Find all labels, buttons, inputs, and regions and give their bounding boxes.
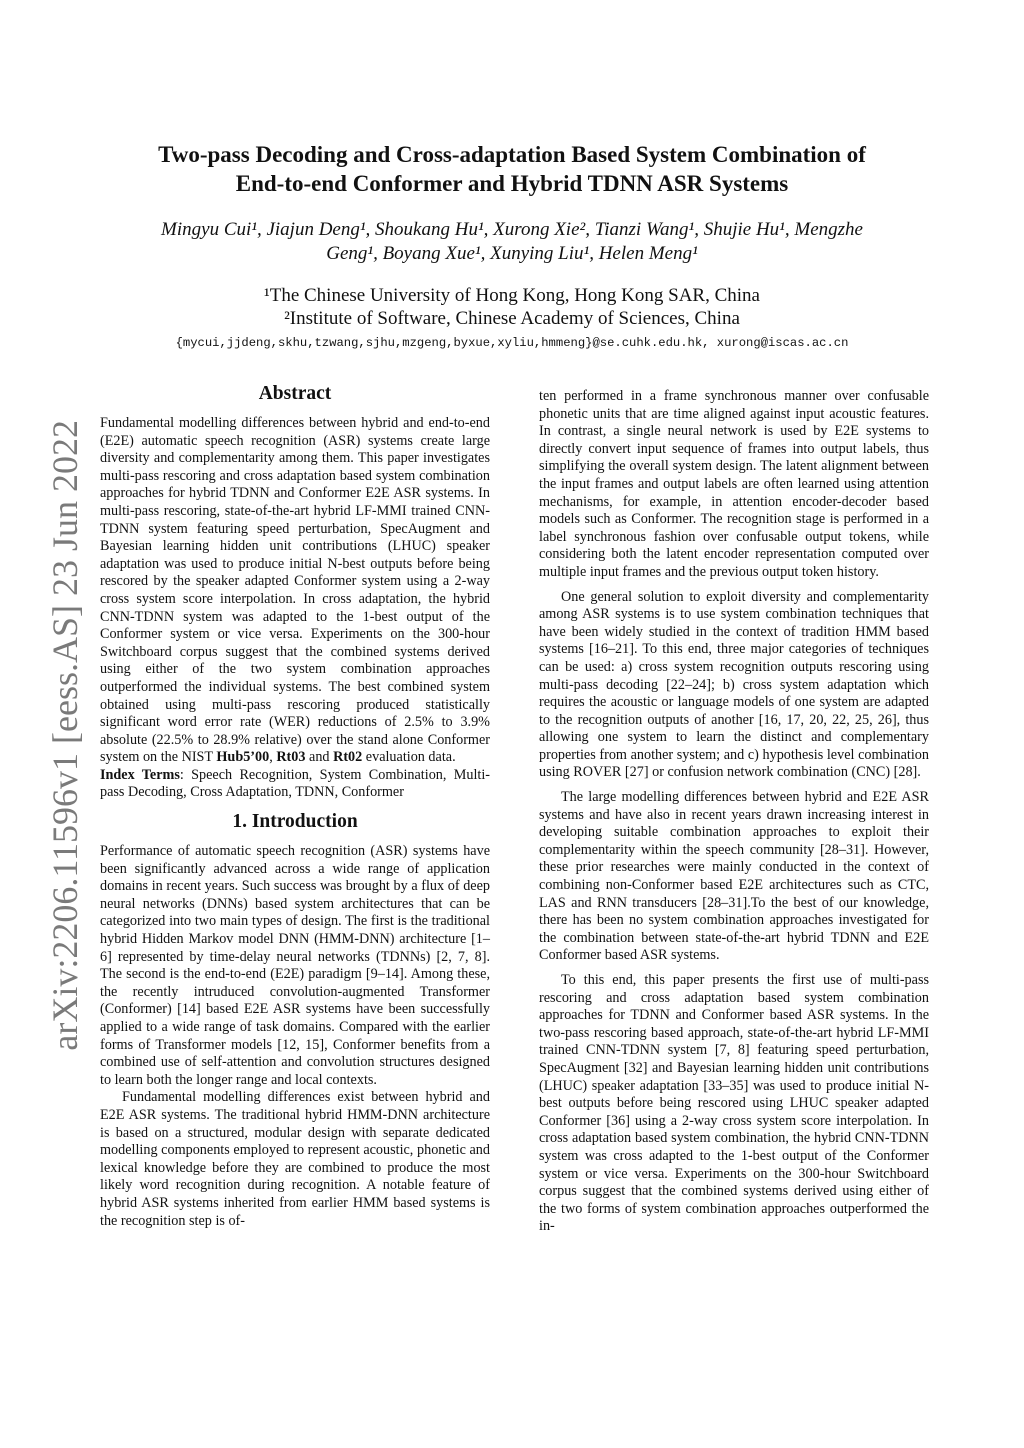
affiliation-2: ²Institute of Software, Chinese Academy of Sciences, China (284, 308, 740, 329)
abstract-separator: , (269, 749, 277, 766)
paper-title (80, 140, 944, 198)
abstract-and: and (305, 749, 334, 766)
right-paragraph-4: To this end, this paper presents the first use of multi-pass rescoring and cross adaptation based system combination approaches for TDNN and Conformer based ASR systems. In the two-pass rescoring based approach, state-of-the-art hybrid LF-MMI trained CNN-TDNN system [7, 8] featuring speed perturbation, SpecAugment [32] and Bayesian learning hidden unit contributions (LHUC) speaker adaptation [33–35] was used to produce initial N-best outputs before being rescored using LHUC speaker adapted Conformer [36] using a 2-way cross system score interpolation. In cross adaptation based system combination, the hybrid CNN-TDNN system was cross adapted to the 1-best output of the Conformer system or vice versa. Experiments on the 300-hour Switchboard corpus suggest that the combined systems derived using either of the two forms of system combination approaches outperformed the in- (539, 972, 929, 1235)
intro-paragraph-1: Performance of automatic speech recognition (ASR) systems have been significantly advanced across a wide range of application domains in recent years. Such success was brought by a flux of deep neural networks (DNNs) based system architectures that can be categorized into two main types of design. The first is the traditional hybrid Hidden Markov model DNN (HMM-DNN) architecture [1–6] represented by time-delay neural networks (TDNNs) [2, 7, 8]. The second is the end-to-end (E2E) paradigm [9–14]. Among these, the recently intruduced convolution-augmented Transformer (Conformer) [14] based E2E ASR systems have been successfully applied to a wide range of task domains. Compared with the earlier forms of Transformer models [12, 15], Conformer benefits from a combined use of self-attention and convolution structures designed to learn both the longer range and local contexts. (100, 843, 490, 1088)
abstract-body (100, 415, 490, 767)
authors-line-2: Geng¹, Boyang Xue¹, Xunying Liu¹, Helen Meng¹ (326, 243, 698, 264)
author-emails: {mycui,jjdeng,skhu,tzwang,sjhu,mzgeng,byxue,xyliu,hmmeng}@se.cuhk.edu.hk, xurong@iscas.ac.cn (175, 336, 849, 350)
index-terms-label: Index Terms (100, 766, 180, 783)
index-terms (100, 767, 490, 802)
abstract-tail: evaluation data. (362, 749, 456, 766)
dataset-rt02: Rt02 (333, 749, 363, 766)
author-list (100, 218, 924, 266)
left-column (100, 382, 490, 1230)
affiliation-1: ¹The Chinese University of Hong Kong, Hong Kong SAR, China (264, 285, 760, 306)
right-paragraph-3: The large modelling differences between hybrid and E2E ASR systems and have also in recent years drawn increasing interest in developing suitable combination approaches to exploit their complementarity within the speech community [28–31]. However, these prior researches were mainly conducted in the context of combining non-Conformer based E2E architectures such as CTC, LAS and RNN transducers [28–31].To the best of our knowledge, there has been no system combination approaches investigated for the combination between state-of-the-art hybrid TDNN and E2E Conformer based ASR systems. (539, 789, 929, 964)
title-line-2: End-to-end Conformer and Hybrid TDNN ASR Systems (235, 171, 789, 196)
abstract-text: Fundamental modelling differences between hybrid and end-to-end (E2E) automatic speech recognition (ASR) systems create large diversity and complementarity among them. This paper investigates multi-pass rescoring and cross adaptation based system combination approaches for hybrid TDNN and Conformer E2E ASR systems. In multi-pass rescoring, state-of-the-art hybrid LF-MMI trained CNN-TDNN system featuring speed perturbation, SpecAugment and Bayesian learning hidden unit contributions (LHUC) speaker adaptation was used to produce initial N-best outputs before being rescored by the speaker adapted Conformer system using a 2-way cross system score interpolation. In cross adaptation, the hybrid CNN-TDNN system was adapted to the 1-best output of the Conformer system or vice versa. Experiments on the 300-hour Switchboard corpus suggest that the combined systems derived using either of the two system combination approaches outperformed the individual systems. The best combined system obtained using multi-pass rescoring produced statistically significant word error rate (WER) reductions of 2.5% to 3.9% absolute (22.5% to 28.9% relative) over the stand alone Conformer system on the NIST (100, 415, 490, 766)
dataset-hub5: Hub5’00 (216, 749, 270, 766)
authors-line-1: Mingyu Cui¹, Jiajun Deng¹, Shoukang Hu¹, Xurong Xie², Tianzi Wang¹, Shujie Hu¹, Mengzhe (161, 219, 863, 240)
introduction-heading: 1. Introduction (232, 811, 358, 833)
dataset-rt03: Rt03 (276, 749, 306, 766)
right-paragraph-2: One general solution to exploit diversity and complementarity among ASR systems is to use system combination techniques that have been widely studied in the context of tradition HMM based systems [16–21]. To this end, three major categories of techniques can be used: a) cross system recognition outputs rescoring using multi-pass decoding [22–24]; b) cross system adaptation which requires the acoustic or language models of one system are adapted to the recognition outputs of another [16, 17, 20, 22, 25, 26], thus allowing one system to learn the distinct and complementary properties from another system; and c) hypothesis level combination using ROVER [27] or confusion network combination (CNC) [28]. (539, 588, 929, 781)
intro-paragraph-2: Fundamental modelling differences exist between hybrid and E2E ASR systems. The traditional hybrid HMM-DNN architecture is based on a structured, modular design with separate dedicated modelling components employed to represent acoustic, phonetic and lexical knowledge before they are combined to produce the most likely word recognition during recognition. A notable feature of hybrid ASR systems inherited from earlier HMM based systems is the recognition step is of- (100, 1089, 490, 1229)
index-terms-text: : Speech Recognition, System Combination, Multi-pass Decoding, Cross Adaptation, TDNN, Conformer (100, 766, 491, 801)
title-line-1: Two-pass Decoding and Cross-adaptation Based System Combination of (158, 142, 866, 167)
abstract-heading: Abstract (258, 383, 332, 404)
right-paragraph-1: ten performed in a frame synchronous manner over confusable phonetic units that are time aligned against input acoustic features. In contrast, a single neural network is used by E2E systems to directly convert input sequence of frames into output labels, thus simplifying the overall system design. The latent alignment between the input frames and output labels are often learned using attention mechanisms, for example, in attention encoder-decoder based models such as Conformer. The recognition stage is performed in a label synchronous fashion over confusable output tokens, while considering both the latent encoder representation computed over multiple input frames and the previous output token history. (539, 388, 929, 580)
arxiv-identifier: arXiv:2206.11596v1 [eess.AS] 23 Jun 2022 (45, 420, 85, 1051)
right-column (539, 388, 929, 1236)
